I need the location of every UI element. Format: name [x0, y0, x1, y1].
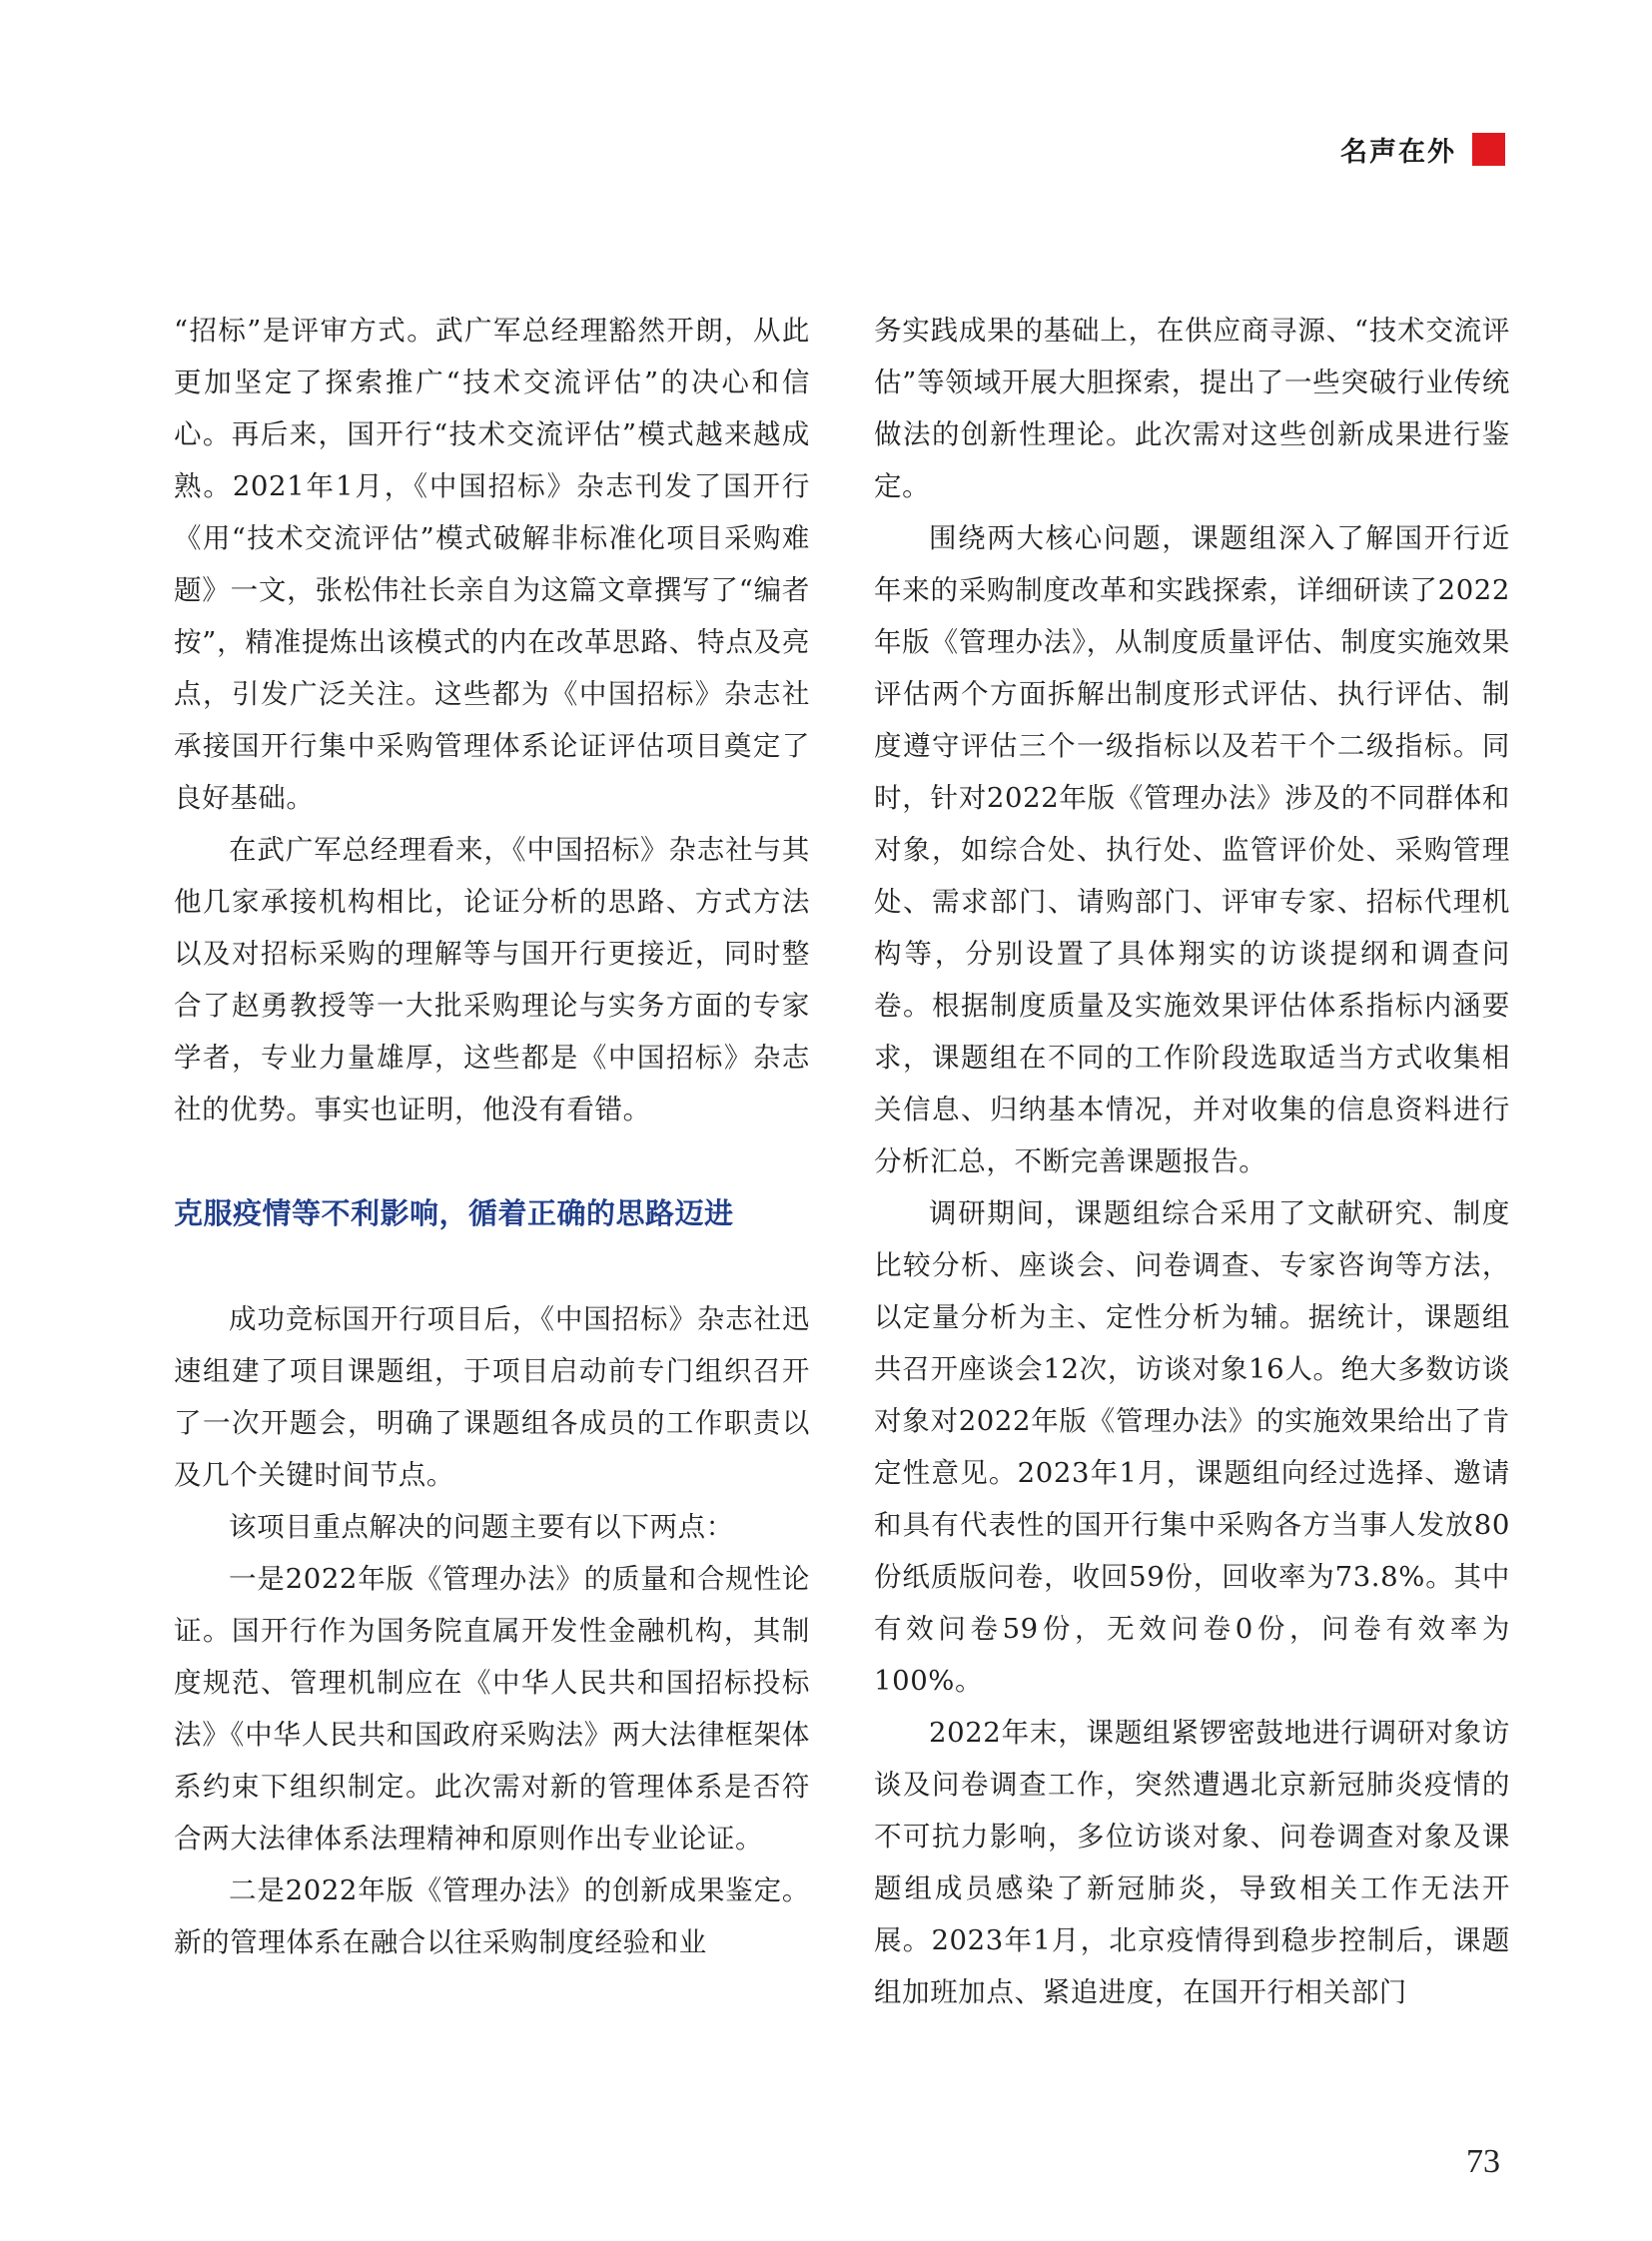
paragraph: 2022年末，课题组紧锣密鼓地进行调研对象访谈及问卷调查工作，突然遭遇北京新冠肺炎疫情的不可抗力影响，多位访谈对象、问卷调查对象及课题组成员感染了新冠肺炎，导致相关工作无法开展。2023年1月，北京疫情得到稳步控制后，课题组加班加点、紧追进度，在国开行相关部门: [874, 1717, 1510, 2008]
paragraph: 该项目重点解决的问题主要有以下两点：: [229, 1511, 734, 1543]
paragraph: 调研期间，课题组综合采用了文献研究、制度比较分析、座谈会、问卷调查、专家咨询等方法，以定量分析为主、定性分析为辅。据统计，课题组共召开座谈会12次，访谈对象16人。绝大多数访谈对象对2022年版《管理办法》的实施效果给出了肯定性意见。2023年1月，课题组向经过选择、邀请和具有代表性的国开行集中采购各方当事人发放80份纸质版问卷，收回59份，回收率为73.8%。其中有效问卷59份，无效问卷0份，问卷有效率为100%。: [874, 1197, 1510, 1697]
paragraph: 一是2022年版《管理办法》的质量和合规性论证。国开行作为国务院直属开发性金融机构，其制度规范、管理机制应在《中华人民共和国招标投标法》《中华人民共和国政府采购法》两大法律框架体系约束下组织制定。此次需对新的管理体系是否符合两大法律体系法理精神和原则作出专业论证。: [174, 1563, 810, 1855]
paragraph: 在武广军总经理看来，《中国招标》杂志社与其他几家承接机构相比，论证分析的思路、方式方法以及对招标采购的理解等与国开行更接近，同时整合了赵勇教授等一大批采购理论与实务方面的专家学者，专业力量雄厚，这些都是《中国招标》杂志社的优势。事实也证明，他没有看错。: [174, 834, 810, 1125]
paragraph: 二是2022年版《管理办法》的创新成果鉴定。新的管理体系在融合以往采购制度经验和业: [174, 1874, 810, 1958]
paragraph: 成功竞标国开行项目后，《中国招标》杂志社迅速组建了项目课题组，于项目启动前专门组织召开了一次开题会，明确了课题组各成员的工作职责以及几个关键时间节点。: [174, 1303, 810, 1491]
paragraph: “招标”是评审方式。武广军总经理豁然开朗，从此更加坚定了探索推广“技术交流评估”的决心和信心。再后来，国开行“技术交流评估”模式越来越成熟。2021年1月，《中国招标》杂志刊发了国开行《用“技术交流评估”模式破解非标准化项目采购难题》一文，张松伟社长亲自为这篇文章撰写了“编者按”，精准提炼出该模式的内在改革思路、特点及亮点，引发广泛关注。这些都为《中国招标》杂志社承接国开行集中采购管理体系论证评估项目奠定了良好基础。: [174, 315, 810, 814]
right-column: [874, 305, 1510, 2018]
page-number: 73: [1466, 2143, 1500, 2180]
section-title: 名声在外: [1340, 137, 1456, 168]
article-subheading: 克服疫情等不利影响，循着正确的思路迈进: [174, 1196, 734, 1230]
paragraph: 务实践成果的基础上，在供应商寻源、“技术交流评估”等领域开展大胆探索，提出了一些突破行业传统做法的创新性理论。此次需对这些创新成果进行鉴定。: [874, 315, 1510, 502]
red-square-marker: [1472, 133, 1505, 166]
paragraph: 围绕两大核心问题，课题组深入了解国开行近年来的采购制度改革和实践探索，详细研读了2022年版《管理办法》，从制度质量评估、制度实施效果评估两个方面拆解出制度形式评估、执行评估、制度遵守评估三个一级指标以及若干个二级指标。同时，针对2022年版《管理办法》涉及的不同群体和对象，如综合处、执行处、监管评价处、采购管理处、需求部门、请购部门、评审专家、招标代理机构等，分别设置了具体翔实的访谈提纲和调查问卷。根据制度质量及实施效果评估体系指标内涵要求，课题组在不同的工作阶段选取适当方式收集相关信息、归纳基本情况，并对收集的信息资料进行分析汇总，不断完善课题报告。: [874, 522, 1510, 1177]
left-column: [174, 305, 810, 1968]
section-header: [1340, 130, 1505, 169]
